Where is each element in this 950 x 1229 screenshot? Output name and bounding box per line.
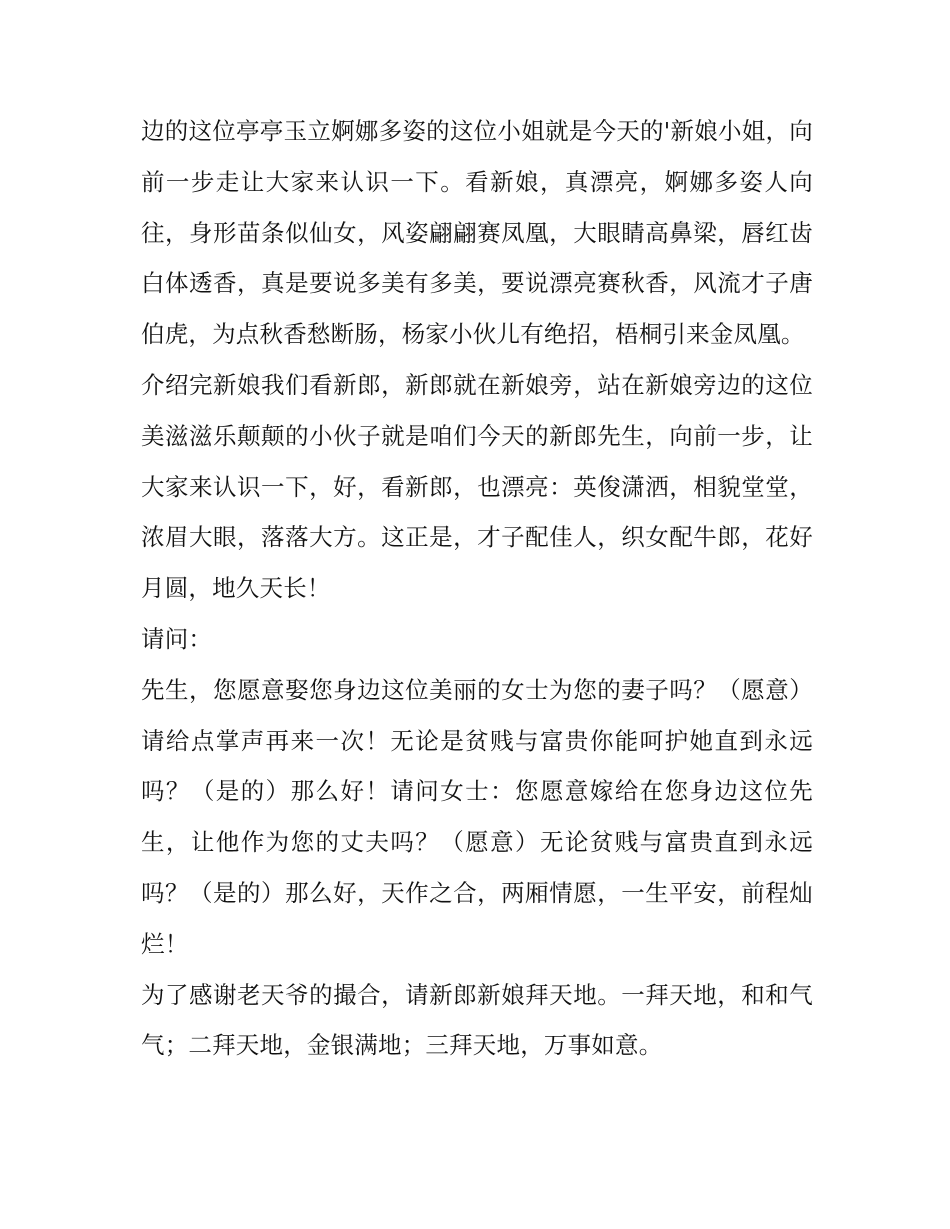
paragraph-question-heading: 请问： bbox=[141, 624, 213, 653]
paragraph-vows: 先生，您愿意娶您身边这位美丽的女士为您的妻子吗？（愿意）请给点掌声再来一次！无论是贫贱与富贵你能呵护她直到永远吗？（是的）那么好！请问女士：您愿意嫁给在您身边这位先生，让他作为您的丈夫吗？（愿意）无论贫贱与富贵直到永远吗？（是的）那么好，天作之合，两厢情愿，一生平安，前程灿烂！ bbox=[141, 675, 813, 958]
document-body bbox=[141, 106, 813, 1071]
paragraph-groom-intro: 介绍完新娘我们看新郎，新郎就在新娘旁，站在新娘旁边的这位美滋滋乐颠颠的小伙子就是咱们今天的新郎先生，向前一步，让大家来认识一下，好，看新郎，也漂亮：英俊潇洒，相貌堂堂，浓眉大眼，落落大方。这正是，才子配佳人，织女配牛郎，花好月圆，地久天长！ bbox=[141, 370, 813, 603]
paragraph-bowing-ceremony: 为了感谢老天爷的撮合，请新郎新娘拜天地。一拜天地，和和气气；二拜天地，金银满地；三拜天地，万事如意。 bbox=[141, 980, 813, 1060]
paragraph-bride-intro: 边的这位亭亭玉立婀娜多姿的这位小姐就是今天的'新娘小姐，向前一步走让大家来认识一下。看新娘，真漂亮，婀娜多姿人向往，身形苗条似仙女，风姿翩翩赛凤凰，大眼睛高鼻梁，唇红齿白体透香，真是要说多美有多美，要说漂亮赛秋香，风流才子唐伯虎，为点秋香愁断肠，杨家小伙儿有绝招，梧桐引来金凤凰。 bbox=[141, 117, 813, 349]
